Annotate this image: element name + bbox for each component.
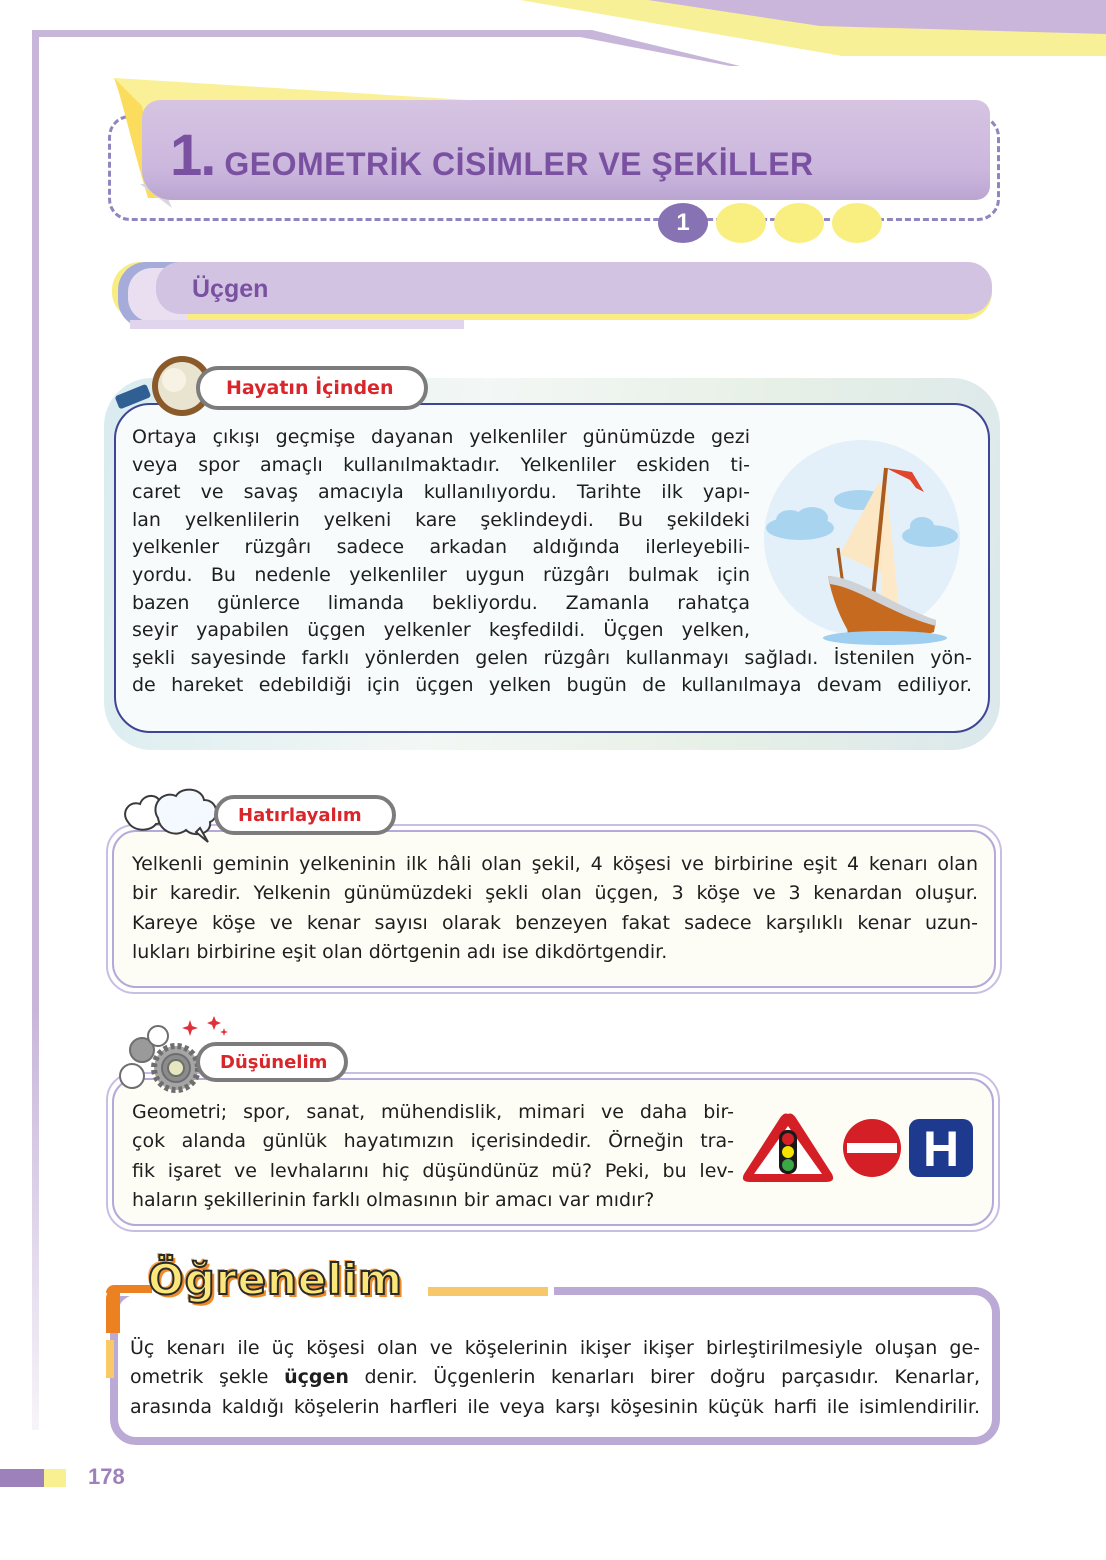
text-line: arasında kaldığı köşelerin harfleri ile veya karşı köşesinin küçük harfi ile isimlendirilir.	[130, 1395, 980, 1418]
text-line: de hareket edebildiği için üçgen yelken bugün de kullanılmaya devam ediliyor.	[132, 674, 972, 697]
text-line: caret ve savaş amacıyla kullanılıyordu. Tarihte ilk yapı-	[132, 481, 750, 504]
text-line: yelkenler rüzgârı sadece arkadan aldığında ilerleyebili-	[132, 536, 750, 559]
text-line: Ortaya çıkışı geçmişe dayanan yelkenliler günümüzde gezi	[132, 426, 750, 448]
text-line: bir karedir. Yelkenin günümüzdeki şekli olan üçgen, 3 köşe ve 3 kenardan oluşur.	[132, 882, 978, 905]
text-line: fik işaret ve levhalarını hiç düşündünüz mü? Peki, bu lev-	[132, 1159, 734, 1182]
page-number: 178	[88, 1464, 125, 1489]
hospital-sign-icon	[908, 1118, 974, 1178]
text-line: haların şekillerinin farklı olmasının bir amacı var mıdır?	[132, 1189, 655, 1212]
progress-dots	[658, 203, 882, 243]
no-entry-sign-icon	[842, 1118, 902, 1178]
keyword-ucgen: üçgen	[284, 1366, 349, 1389]
hatirlayalim-tag: Hatırlayalım	[214, 795, 396, 835]
hatirlayalim-text	[132, 850, 978, 968]
ogrenelim-title: Öğrenelim	[148, 1255, 403, 1304]
sailboat-illustration	[760, 428, 960, 648]
ogrenelim-accent-light	[106, 1340, 114, 1378]
text-line: Geometri; spor, sanat, mühendislik, mimari ve daha bir-	[132, 1101, 734, 1123]
dusunelim-tag: Düşünelim	[196, 1042, 348, 1082]
chapter-number: 1.	[170, 123, 215, 188]
footer-yellow-block	[44, 1469, 66, 1487]
text-fragment: ometrik şekle	[130, 1366, 285, 1389]
text-line: şekli sayesinde farklı yönlerden gelen rüzgârı kullanmayı sağladı. İstenilen yön-	[132, 646, 972, 669]
progress-dot-1: 1	[658, 203, 708, 243]
text-line: yordu. Bu nedenle yelkenliler uygun rüzgârı bulmak için	[132, 563, 750, 586]
text-line	[130, 1363, 980, 1392]
text-line: lukları birbirine eşit olan dörtgenin adı ise dikdörtgendir.	[132, 941, 668, 964]
text-line: bazen günlerce limanda bekliyordu. Zamanla rahatça	[132, 591, 750, 614]
text-line: seyir yapabilen üçgen yelkenler keşfedildi. Üçgen yelken,	[132, 619, 750, 642]
text-line: lan yelkenlilerin yelkeni kare şeklindeydi. Bu şekildeki	[132, 508, 750, 531]
text-line: Kareye köşe ve kenar sayısı olarak benzeyen fakat sadece karşılıklı kenar uzun-	[132, 911, 978, 934]
text-line: Yelkenli geminin yelkeninin ilk hâli olan şekil, 4 köşesi ve birbirine eşit 4 kenarı olan	[132, 853, 978, 875]
top-corner-decoration	[520, 0, 1106, 60]
text-line: çok alanda günlük hayatımızın içerisindedir. Örneğin tra-	[132, 1130, 734, 1153]
chapter-title: GEOMETRİK CİSİMLER VE ŞEKİLLER	[224, 146, 814, 182]
text-line: veya spor amaçlı kullanılmaktadır. Yelkenliler eskiden ti-	[132, 453, 750, 476]
chapter-heading	[170, 122, 814, 189]
ogrenelim-title-underline	[428, 1287, 548, 1296]
page-frame-top	[32, 30, 592, 37]
page-frame-left	[32, 30, 39, 1430]
section-title: Üçgen	[192, 275, 269, 303]
progress-dot-3	[774, 203, 824, 243]
progress-dot-4	[832, 203, 882, 243]
hayatin-icinden-tag: Hayatın İçinden	[196, 366, 428, 410]
progress-dot-2	[716, 203, 766, 243]
thought-cloud-icon	[120, 782, 224, 844]
ogrenelim-accent-orange	[106, 1285, 120, 1333]
section-title-bar	[156, 262, 992, 314]
dusunelim-text	[132, 1098, 734, 1216]
text-line: Üç kenarı ile üç köşesi olan ve köşelerinin ikişer ikişer birleştirilmesiyle oluşan ge-	[130, 1337, 980, 1359]
svg-text:H: H	[922, 1121, 960, 1177]
ogrenelim-text	[130, 1334, 980, 1422]
traffic-signs	[740, 1108, 980, 1188]
text-fragment: denir. Üçgenlerin kenarları birer doğru parçasıdır. Kenarlar,	[348, 1366, 980, 1389]
traffic-light-warning-sign-icon	[740, 1110, 836, 1186]
footer-purple-block	[0, 1469, 44, 1487]
section-title-underline	[130, 320, 464, 329]
